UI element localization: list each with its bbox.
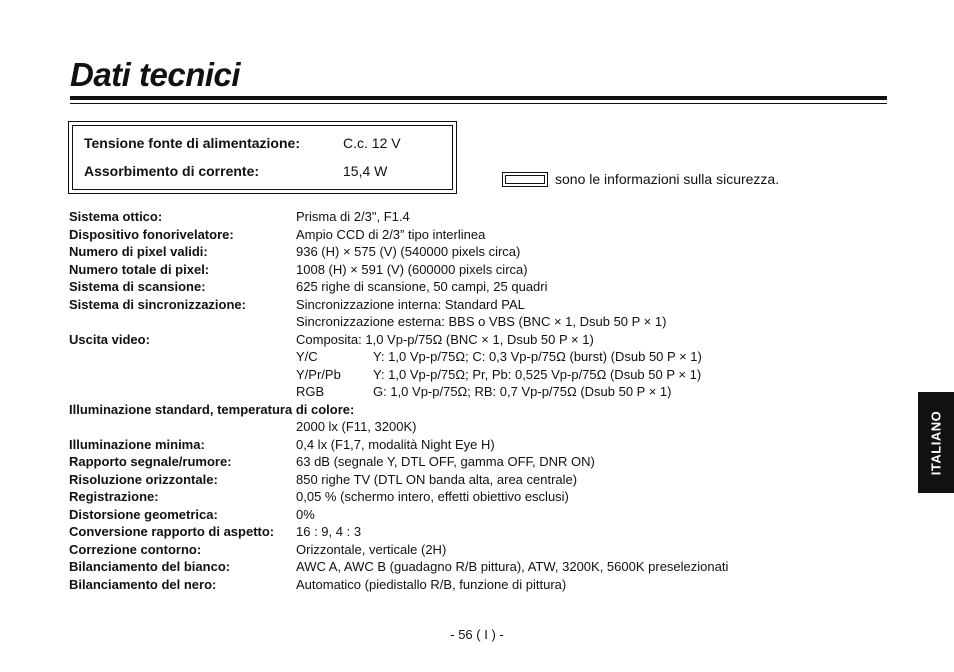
spec-row [69,296,829,314]
page-title: Dati tecnici [70,56,241,93]
spec-value: Y: 1,0 Vp-p/75Ω; C: 0,3 Vp-p/75Ω (burst) (Dsub 50 P × 1) [373,349,702,364]
spec-row [69,488,829,506]
spec-value: 16 : 9, 4 : 3 [296,524,362,539]
power-consumption-label: Assorbimento di corrente: [84,163,260,179]
spec-value: Automatico (piedistallo R/B, funzione di pittura) [296,576,567,592]
safety-note-text: sono le informazioni sulla sicurezza. [555,171,780,187]
spec-row [69,436,829,454]
spec-row [69,471,829,489]
spec-row [69,541,829,559]
spec-label: Uscita video: [69,331,150,347]
spec-value: Prisma di 2/3", F1.4 [296,209,410,224]
spec-row [69,383,829,401]
spec-label: Rapporto segnale/rumore: [69,454,232,469]
spec-label: Bilanciamento del bianco: [69,559,231,574]
spec-row [69,331,829,349]
spec-value: 2000 lx (F11, 3200K) [296,419,417,434]
safety-symbol-icon [502,172,548,187]
power-supply-value: C.c. 12 V [343,135,401,151]
spec-value: 1008 (H) × 591 (V) (600000 pixels circa) [296,261,528,277]
language-side-tab-label: ITALIANO [928,410,944,475]
spec-label: Sistema di scansione: [69,279,206,294]
spec-sublabel: Y/Pr/Pb [296,366,341,382]
spec-value: 850 righe TV (DTL ON banda alta, area centrale) [296,471,578,487]
spec-row [69,453,829,471]
spec-row [69,366,829,384]
spec-row [69,558,829,576]
spec-value: AWC A, AWC B (guadagno R/B pittura), ATW, 3200K, 5600K preselezionati [296,559,729,574]
spec-row [69,313,829,331]
spec-label: Conversione rapporto di aspetto: [69,524,275,539]
power-consumption-row [84,163,388,179]
spec-label: Registrazione: [69,489,159,504]
spec-value: G: 1,0 Vp-p/75Ω; RB: 0,7 Vp-p/75Ω (Dsub 50 P × 1) [373,384,672,399]
spec-label: Numero totale di pixel: [69,261,210,277]
spec-value: Sincronizzazione interna: Standard PAL [296,296,525,312]
power-supply-row [84,135,401,151]
spec-row [69,278,829,296]
spec-value: 625 righe di scansione, 50 campi, 25 quadri [296,279,548,294]
spec-row [69,208,829,226]
spec-value: Sincronizzazione esterna: BBS o VBS (BNC × 1, Dsub 50 P × 1) [296,314,667,329]
spec-label: Bilanciamento del nero: [69,576,217,592]
spec-value: 936 (H) × 575 (V) (540000 pixels circa) [296,244,521,259]
spec-label: Illuminazione standard, temperatura di colore: [69,401,355,417]
spec-row [69,506,829,524]
spec-label: Sistema di sincronizzazione: [69,296,246,312]
spec-row [69,243,829,261]
spec-row [69,523,829,541]
title-rule-thick [70,96,887,100]
power-supply-label: Tensione fonte di alimentazione: [84,135,300,151]
spec-value: 0,4 lx (F1,7, modalità Night Eye H) [296,436,495,452]
spec-value: Orizzontale, verticale (2H) [296,541,447,557]
spec-row [69,226,829,244]
power-consumption-value: 15,4 W [343,163,388,179]
spec-label: Sistema ottico: [69,209,163,224]
spec-label: Numero di pixel validi: [69,244,208,259]
spec-label: Dispositivo fonorivelatore: [69,226,234,242]
spec-value: 63 dB (segnale Y, DTL OFF, gamma OFF, DNR ON) [296,454,595,469]
spec-label: Correzione contorno: [69,541,202,557]
spec-row [69,401,829,419]
spec-value: Y: 1,0 Vp-p/75Ω; Pr, Pb: 0,525 Vp-p/75Ω (Dsub 50 P × 1) [373,366,702,382]
language-side-tab [918,392,954,493]
spec-value: Ampio CCD di 2/3” tipo interlinea [296,226,486,242]
spec-row [69,576,829,594]
power-spec-box [68,121,457,194]
spec-value: Composita: 1,0 Vp-p/75Ω (BNC × 1, Dsub 50 P × 1) [296,331,594,347]
spec-sublabel: RGB [296,384,325,399]
spec-row [69,348,829,366]
spec-row [69,261,829,279]
title-rule-thin [70,103,887,104]
spec-sublabel: Y/C [296,349,318,364]
spec-value: 0% [296,506,315,522]
spec-list [69,208,829,593]
spec-label: Distorsione geometrica: [69,506,218,522]
power-spec-box-inner [72,125,453,190]
spec-label: Risoluzione orizzontale: [69,471,218,487]
spec-label: Illuminazione minima: [69,436,205,452]
page-number: - 56 ( I ) - [450,627,504,642]
spec-value: 0,05 % (schermo intero, effetti obiettivo esclusi) [296,489,569,504]
spec-row [69,418,829,436]
